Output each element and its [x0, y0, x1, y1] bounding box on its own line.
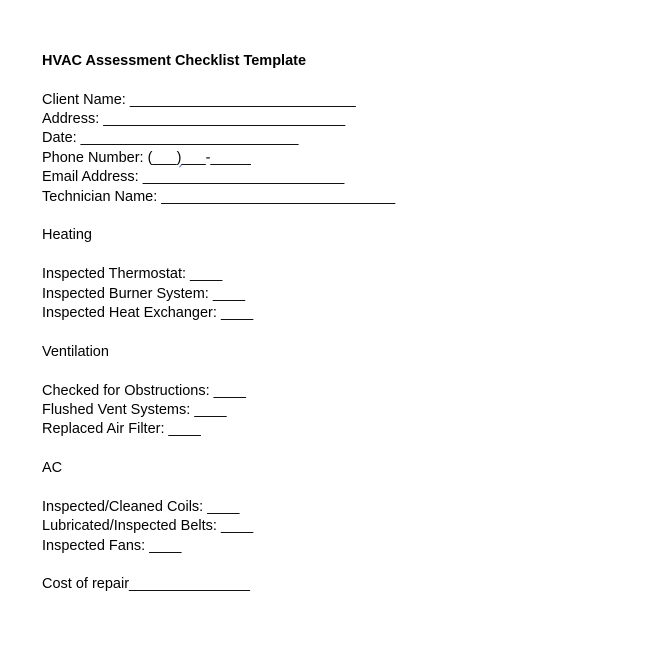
ac-item: Lubricated/Inspected Belts: ____	[42, 518, 254, 534]
email-address-field: Email Address: _________________________	[42, 169, 345, 185]
date-field: Date: ___________________________	[42, 130, 299, 146]
heating-item: Inspected Heat Exchanger: ____	[42, 305, 254, 321]
heating-item: Inspected Thermostat: ____	[42, 266, 223, 282]
spellcheck-squiggle: )	[176, 150, 182, 166]
phone-number-field	[42, 149, 251, 167]
ventilation-heading: Ventilation	[42, 344, 109, 360]
client-name-field: Client Name: ____________________________	[42, 92, 356, 108]
ac-item: Inspected/Cleaned Coils: ____	[42, 499, 240, 515]
document-title: HVAC Assessment Checklist Template	[42, 53, 307, 69]
technician-name-field: Technician Name: _____________________________	[42, 189, 396, 205]
phone-suffix: ___-_____	[181, 150, 251, 166]
heating-item: Inspected Burner System: ____	[42, 286, 246, 302]
ventilation-item: Flushed Vent Systems: ____	[42, 402, 227, 418]
phone-prefix: Phone Number: (___	[42, 150, 177, 166]
address-field: Address: ______________________________	[42, 111, 346, 127]
cost-of-repair-field: Cost of repair_______________	[42, 576, 250, 592]
ac-item: Inspected Fans: ____	[42, 538, 182, 554]
ac-heading: AC	[42, 460, 63, 476]
heating-heading: Heating	[42, 227, 92, 243]
ventilation-item: Checked for Obstructions: ____	[42, 383, 246, 399]
ventilation-item: Replaced Air Filter: ____	[42, 421, 201, 437]
